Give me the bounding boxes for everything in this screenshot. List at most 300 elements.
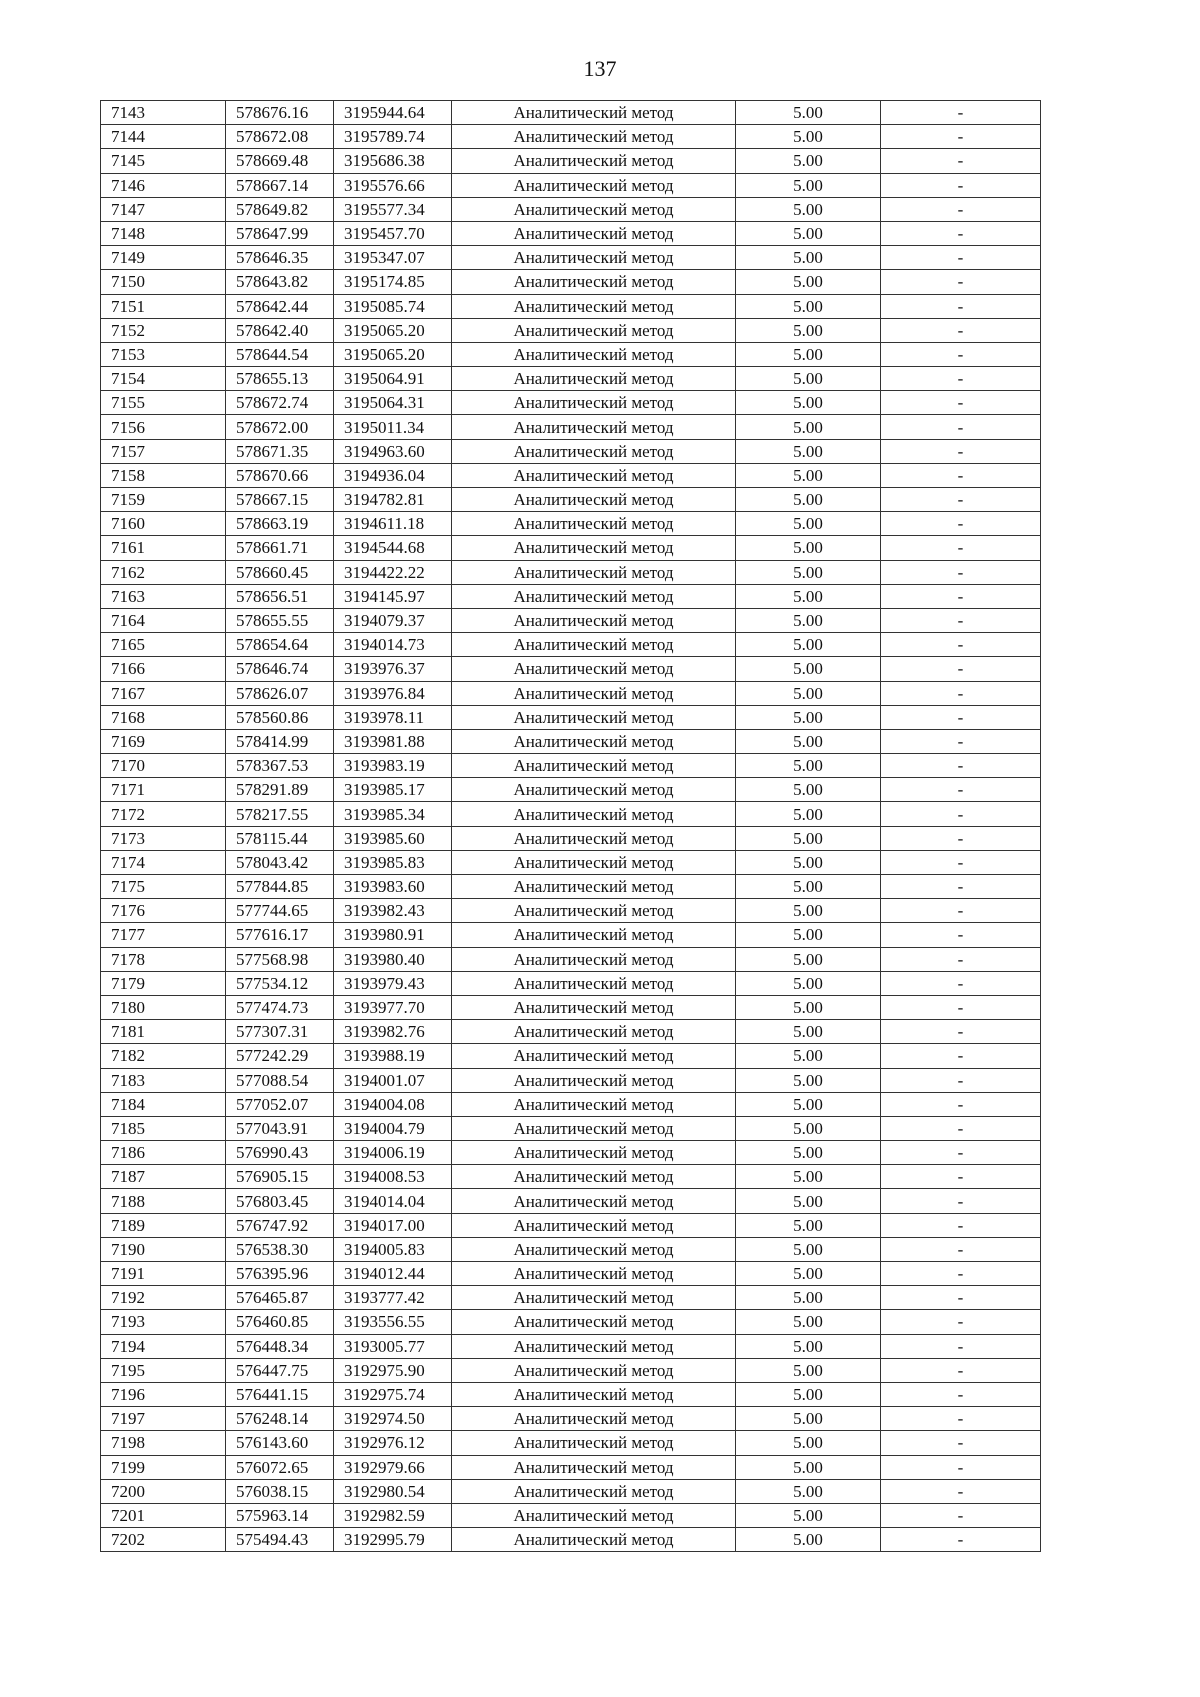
page-number: 137 bbox=[583, 56, 617, 81]
y-coordinate-cell: 3193556.55 bbox=[334, 1310, 452, 1334]
table-row bbox=[101, 1407, 1041, 1431]
error-cell: 5.00 bbox=[736, 1237, 881, 1261]
error-cell: 5.00 bbox=[736, 246, 881, 270]
note-cell: - bbox=[881, 1116, 1041, 1140]
error-cell: 5.00 bbox=[736, 294, 881, 318]
method-cell: Аналитический метод bbox=[452, 947, 736, 971]
y-coordinate-cell: 3194963.60 bbox=[334, 439, 452, 463]
table-row bbox=[101, 1286, 1041, 1310]
table-row bbox=[101, 923, 1041, 947]
y-coordinate-cell: 3194782.81 bbox=[334, 488, 452, 512]
y-coordinate-cell: 3193978.11 bbox=[334, 705, 452, 729]
error-cell: 5.00 bbox=[736, 318, 881, 342]
error-cell: 5.00 bbox=[736, 1286, 881, 1310]
y-coordinate-cell: 3193983.60 bbox=[334, 875, 452, 899]
note-cell: - bbox=[881, 101, 1041, 125]
y-coordinate-cell: 3195065.20 bbox=[334, 318, 452, 342]
point-number-cell: 7152 bbox=[101, 318, 226, 342]
point-number-cell: 7185 bbox=[101, 1116, 226, 1140]
x-coordinate-cell: 576905.15 bbox=[226, 1165, 334, 1189]
x-coordinate-cell: 577474.73 bbox=[226, 995, 334, 1019]
error-cell: 5.00 bbox=[736, 512, 881, 536]
error-cell: 5.00 bbox=[736, 899, 881, 923]
note-cell: - bbox=[881, 971, 1041, 995]
table-row bbox=[101, 342, 1041, 366]
x-coordinate-cell: 575963.14 bbox=[226, 1503, 334, 1527]
point-number-cell: 7170 bbox=[101, 754, 226, 778]
y-coordinate-cell: 3195347.07 bbox=[334, 246, 452, 270]
y-coordinate-cell: 3193982.43 bbox=[334, 899, 452, 923]
x-coordinate-cell: 578115.44 bbox=[226, 826, 334, 850]
y-coordinate-cell: 3192982.59 bbox=[334, 1503, 452, 1527]
y-coordinate-cell: 3193988.19 bbox=[334, 1044, 452, 1068]
error-cell: 5.00 bbox=[736, 1116, 881, 1140]
method-cell: Аналитический метод bbox=[452, 584, 736, 608]
table-row bbox=[101, 1334, 1041, 1358]
x-coordinate-cell: 578217.55 bbox=[226, 802, 334, 826]
error-cell: 5.00 bbox=[736, 173, 881, 197]
note-cell: - bbox=[881, 1044, 1041, 1068]
method-cell: Аналитический метод bbox=[452, 1407, 736, 1431]
y-coordinate-cell: 3194422.22 bbox=[334, 560, 452, 584]
note-cell: - bbox=[881, 149, 1041, 173]
note-cell: - bbox=[881, 1455, 1041, 1479]
x-coordinate-cell: 577744.65 bbox=[226, 899, 334, 923]
method-cell: Аналитический метод bbox=[452, 1116, 736, 1140]
note-cell: - bbox=[881, 705, 1041, 729]
note-cell: - bbox=[881, 995, 1041, 1019]
point-number-cell: 7188 bbox=[101, 1189, 226, 1213]
x-coordinate-cell: 577307.31 bbox=[226, 1020, 334, 1044]
table-row bbox=[101, 270, 1041, 294]
error-cell: 5.00 bbox=[736, 681, 881, 705]
point-number-cell: 7175 bbox=[101, 875, 226, 899]
y-coordinate-cell: 3193777.42 bbox=[334, 1286, 452, 1310]
note-cell: - bbox=[881, 899, 1041, 923]
y-coordinate-cell: 3193985.17 bbox=[334, 778, 452, 802]
method-cell: Аналитический метод bbox=[452, 342, 736, 366]
note-cell: - bbox=[881, 463, 1041, 487]
note-cell: - bbox=[881, 1286, 1041, 1310]
method-cell: Аналитический метод bbox=[452, 681, 736, 705]
table-row bbox=[101, 1310, 1041, 1334]
x-coordinate-cell: 578667.15 bbox=[226, 488, 334, 512]
y-coordinate-cell: 3195577.34 bbox=[334, 197, 452, 221]
table-row bbox=[101, 125, 1041, 149]
table-row bbox=[101, 1528, 1041, 1552]
method-cell: Аналитический метод bbox=[452, 705, 736, 729]
x-coordinate-cell: 578367.53 bbox=[226, 754, 334, 778]
error-cell: 5.00 bbox=[736, 1431, 881, 1455]
x-coordinate-cell: 576448.34 bbox=[226, 1334, 334, 1358]
error-cell: 5.00 bbox=[736, 802, 881, 826]
table-row bbox=[101, 463, 1041, 487]
note-cell: - bbox=[881, 1479, 1041, 1503]
method-cell: Аналитический метод bbox=[452, 560, 736, 584]
note-cell: - bbox=[881, 633, 1041, 657]
x-coordinate-cell: 578644.54 bbox=[226, 342, 334, 366]
x-coordinate-cell: 578043.42 bbox=[226, 850, 334, 874]
method-cell: Аналитический метод bbox=[452, 923, 736, 947]
point-number-cell: 7156 bbox=[101, 415, 226, 439]
error-cell: 5.00 bbox=[736, 584, 881, 608]
point-number-cell: 7164 bbox=[101, 608, 226, 632]
note-cell: - bbox=[881, 1165, 1041, 1189]
point-number-cell: 7149 bbox=[101, 246, 226, 270]
point-number-cell: 7193 bbox=[101, 1310, 226, 1334]
x-coordinate-cell: 577534.12 bbox=[226, 971, 334, 995]
table-row bbox=[101, 173, 1041, 197]
y-coordinate-cell: 3193985.60 bbox=[334, 826, 452, 850]
x-coordinate-cell: 576395.96 bbox=[226, 1262, 334, 1286]
table-row bbox=[101, 197, 1041, 221]
note-cell: - bbox=[881, 488, 1041, 512]
y-coordinate-cell: 3195011.34 bbox=[334, 415, 452, 439]
note-cell: - bbox=[881, 826, 1041, 850]
method-cell: Аналитический метод bbox=[452, 391, 736, 415]
method-cell: Аналитический метод bbox=[452, 1310, 736, 1334]
point-number-cell: 7199 bbox=[101, 1455, 226, 1479]
x-coordinate-cell: 578671.35 bbox=[226, 439, 334, 463]
table-row bbox=[101, 1262, 1041, 1286]
y-coordinate-cell: 3194611.18 bbox=[334, 512, 452, 536]
point-number-cell: 7167 bbox=[101, 681, 226, 705]
error-cell: 5.00 bbox=[736, 729, 881, 753]
table-row bbox=[101, 947, 1041, 971]
table-row bbox=[101, 1237, 1041, 1261]
point-number-cell: 7169 bbox=[101, 729, 226, 753]
error-cell: 5.00 bbox=[736, 1479, 881, 1503]
x-coordinate-cell: 578646.35 bbox=[226, 246, 334, 270]
error-cell: 5.00 bbox=[736, 1334, 881, 1358]
table-row bbox=[101, 415, 1041, 439]
error-cell: 5.00 bbox=[736, 850, 881, 874]
method-cell: Аналитический метод bbox=[452, 1431, 736, 1455]
point-number-cell: 7155 bbox=[101, 391, 226, 415]
error-cell: 5.00 bbox=[736, 947, 881, 971]
table-row bbox=[101, 488, 1041, 512]
error-cell: 5.00 bbox=[736, 705, 881, 729]
error-cell: 5.00 bbox=[736, 875, 881, 899]
x-coordinate-cell: 578672.00 bbox=[226, 415, 334, 439]
method-cell: Аналитический метод bbox=[452, 1213, 736, 1237]
y-coordinate-cell: 3194079.37 bbox=[334, 608, 452, 632]
y-coordinate-cell: 3194001.07 bbox=[334, 1068, 452, 1092]
table-row bbox=[101, 439, 1041, 463]
table-row bbox=[101, 1455, 1041, 1479]
method-cell: Аналитический метод bbox=[452, 149, 736, 173]
method-cell: Аналитический метод bbox=[452, 850, 736, 874]
y-coordinate-cell: 3192980.54 bbox=[334, 1479, 452, 1503]
method-cell: Аналитический метод bbox=[452, 512, 736, 536]
x-coordinate-cell: 577052.07 bbox=[226, 1092, 334, 1116]
x-coordinate-cell: 576465.87 bbox=[226, 1286, 334, 1310]
note-cell: - bbox=[881, 681, 1041, 705]
error-cell: 5.00 bbox=[736, 826, 881, 850]
table-row bbox=[101, 1116, 1041, 1140]
point-number-cell: 7202 bbox=[101, 1528, 226, 1552]
point-number-cell: 7192 bbox=[101, 1286, 226, 1310]
table-row bbox=[101, 1189, 1041, 1213]
point-number-cell: 7198 bbox=[101, 1431, 226, 1455]
x-coordinate-cell: 578649.82 bbox=[226, 197, 334, 221]
method-cell: Аналитический метод bbox=[452, 1092, 736, 1116]
method-cell: Аналитический метод bbox=[452, 221, 736, 245]
error-cell: 5.00 bbox=[736, 1068, 881, 1092]
note-cell: - bbox=[881, 1503, 1041, 1527]
error-cell: 5.00 bbox=[736, 1407, 881, 1431]
x-coordinate-cell: 578672.74 bbox=[226, 391, 334, 415]
method-cell: Аналитический метод bbox=[452, 1044, 736, 1068]
point-number-cell: 7180 bbox=[101, 995, 226, 1019]
error-cell: 5.00 bbox=[736, 149, 881, 173]
error-cell: 5.00 bbox=[736, 971, 881, 995]
x-coordinate-cell: 575494.43 bbox=[226, 1528, 334, 1552]
table-row bbox=[101, 1068, 1041, 1092]
error-cell: 5.00 bbox=[736, 1044, 881, 1068]
point-number-cell: 7177 bbox=[101, 923, 226, 947]
method-cell: Аналитический метод bbox=[452, 125, 736, 149]
y-coordinate-cell: 3193981.88 bbox=[334, 729, 452, 753]
y-coordinate-cell: 3194004.08 bbox=[334, 1092, 452, 1116]
point-number-cell: 7191 bbox=[101, 1262, 226, 1286]
point-number-cell: 7145 bbox=[101, 149, 226, 173]
table-row bbox=[101, 1431, 1041, 1455]
y-coordinate-cell: 3192979.66 bbox=[334, 1455, 452, 1479]
error-cell: 5.00 bbox=[736, 657, 881, 681]
table-row bbox=[101, 729, 1041, 753]
point-number-cell: 7163 bbox=[101, 584, 226, 608]
y-coordinate-cell: 3194004.79 bbox=[334, 1116, 452, 1140]
note-cell: - bbox=[881, 729, 1041, 753]
method-cell: Аналитический метод bbox=[452, 633, 736, 657]
table-row bbox=[101, 875, 1041, 899]
y-coordinate-cell: 3194008.53 bbox=[334, 1165, 452, 1189]
method-cell: Аналитический метод bbox=[452, 802, 736, 826]
error-cell: 5.00 bbox=[736, 1358, 881, 1382]
point-number-cell: 7184 bbox=[101, 1092, 226, 1116]
note-cell: - bbox=[881, 391, 1041, 415]
point-number-cell: 7144 bbox=[101, 125, 226, 149]
error-cell: 5.00 bbox=[736, 488, 881, 512]
note-cell: - bbox=[881, 1431, 1041, 1455]
point-number-cell: 7153 bbox=[101, 342, 226, 366]
y-coordinate-cell: 3194014.04 bbox=[334, 1189, 452, 1213]
table-row bbox=[101, 1092, 1041, 1116]
y-coordinate-cell: 3193985.83 bbox=[334, 850, 452, 874]
table-row bbox=[101, 367, 1041, 391]
method-cell: Аналитический метод bbox=[452, 1455, 736, 1479]
x-coordinate-cell: 578626.07 bbox=[226, 681, 334, 705]
error-cell: 5.00 bbox=[736, 995, 881, 1019]
error-cell: 5.00 bbox=[736, 778, 881, 802]
x-coordinate-cell: 578672.08 bbox=[226, 125, 334, 149]
error-cell: 5.00 bbox=[736, 415, 881, 439]
y-coordinate-cell: 3192974.50 bbox=[334, 1407, 452, 1431]
error-cell: 5.00 bbox=[736, 342, 881, 366]
point-number-cell: 7173 bbox=[101, 826, 226, 850]
table-row bbox=[101, 850, 1041, 874]
x-coordinate-cell: 576072.65 bbox=[226, 1455, 334, 1479]
y-coordinate-cell: 3195944.64 bbox=[334, 101, 452, 125]
method-cell: Аналитический метод bbox=[452, 899, 736, 923]
method-cell: Аналитический метод bbox=[452, 995, 736, 1019]
point-number-cell: 7181 bbox=[101, 1020, 226, 1044]
y-coordinate-cell: 3194014.73 bbox=[334, 633, 452, 657]
x-coordinate-cell: 578670.66 bbox=[226, 463, 334, 487]
error-cell: 5.00 bbox=[736, 367, 881, 391]
note-cell: - bbox=[881, 1068, 1041, 1092]
error-cell: 5.00 bbox=[736, 633, 881, 657]
y-coordinate-cell: 3194544.68 bbox=[334, 536, 452, 560]
error-cell: 5.00 bbox=[736, 1503, 881, 1527]
method-cell: Аналитический метод bbox=[452, 1479, 736, 1503]
method-cell: Аналитический метод bbox=[452, 1068, 736, 1092]
error-cell: 5.00 bbox=[736, 608, 881, 632]
error-cell: 5.00 bbox=[736, 754, 881, 778]
point-number-cell: 7171 bbox=[101, 778, 226, 802]
table-row bbox=[101, 633, 1041, 657]
error-cell: 5.00 bbox=[736, 1528, 881, 1552]
point-number-cell: 7148 bbox=[101, 221, 226, 245]
note-cell: - bbox=[881, 294, 1041, 318]
note-cell: - bbox=[881, 802, 1041, 826]
method-cell: Аналитический метод bbox=[452, 1286, 736, 1310]
note-cell: - bbox=[881, 1141, 1041, 1165]
x-coordinate-cell: 578655.55 bbox=[226, 608, 334, 632]
table-row bbox=[101, 1358, 1041, 1382]
method-cell: Аналитический метод bbox=[452, 197, 736, 221]
error-cell: 5.00 bbox=[736, 439, 881, 463]
coordinates-table bbox=[100, 100, 1041, 1552]
table-row bbox=[101, 705, 1041, 729]
error-cell: 5.00 bbox=[736, 536, 881, 560]
y-coordinate-cell: 3194012.44 bbox=[334, 1262, 452, 1286]
table-row bbox=[101, 294, 1041, 318]
method-cell: Аналитический метод bbox=[452, 754, 736, 778]
x-coordinate-cell: 578655.13 bbox=[226, 367, 334, 391]
note-cell: - bbox=[881, 221, 1041, 245]
method-cell: Аналитический метод bbox=[452, 971, 736, 995]
x-coordinate-cell: 578667.14 bbox=[226, 173, 334, 197]
point-number-cell: 7160 bbox=[101, 512, 226, 536]
table-row bbox=[101, 802, 1041, 826]
x-coordinate-cell: 578647.99 bbox=[226, 221, 334, 245]
method-cell: Аналитический метод bbox=[452, 270, 736, 294]
table-row bbox=[101, 899, 1041, 923]
table-row bbox=[101, 826, 1041, 850]
error-cell: 5.00 bbox=[736, 560, 881, 584]
error-cell: 5.00 bbox=[736, 1310, 881, 1334]
point-number-cell: 7151 bbox=[101, 294, 226, 318]
note-cell: - bbox=[881, 1189, 1041, 1213]
table-row bbox=[101, 608, 1041, 632]
method-cell: Аналитический метод bbox=[452, 1165, 736, 1189]
x-coordinate-cell: 576441.15 bbox=[226, 1382, 334, 1406]
y-coordinate-cell: 3193005.77 bbox=[334, 1334, 452, 1358]
method-cell: Аналитический метод bbox=[452, 318, 736, 342]
note-cell: - bbox=[881, 125, 1041, 149]
x-coordinate-cell: 577568.98 bbox=[226, 947, 334, 971]
x-coordinate-cell: 577088.54 bbox=[226, 1068, 334, 1092]
point-number-cell: 7159 bbox=[101, 488, 226, 512]
point-number-cell: 7194 bbox=[101, 1334, 226, 1358]
point-number-cell: 7147 bbox=[101, 197, 226, 221]
method-cell: Аналитический метод bbox=[452, 367, 736, 391]
x-coordinate-cell: 576747.92 bbox=[226, 1213, 334, 1237]
note-cell: - bbox=[881, 1020, 1041, 1044]
note-cell: - bbox=[881, 318, 1041, 342]
note-cell: - bbox=[881, 536, 1041, 560]
y-coordinate-cell: 3193979.43 bbox=[334, 971, 452, 995]
y-coordinate-cell: 3195789.74 bbox=[334, 125, 452, 149]
x-coordinate-cell: 576038.15 bbox=[226, 1479, 334, 1503]
point-number-cell: 7197 bbox=[101, 1407, 226, 1431]
note-cell: - bbox=[881, 1262, 1041, 1286]
y-coordinate-cell: 3193985.34 bbox=[334, 802, 452, 826]
y-coordinate-cell: 3192976.12 bbox=[334, 1431, 452, 1455]
method-cell: Аналитический метод bbox=[452, 439, 736, 463]
x-coordinate-cell: 577844.85 bbox=[226, 875, 334, 899]
method-cell: Аналитический метод bbox=[452, 415, 736, 439]
error-cell: 5.00 bbox=[736, 1189, 881, 1213]
note-cell: - bbox=[881, 270, 1041, 294]
x-coordinate-cell: 576143.60 bbox=[226, 1431, 334, 1455]
y-coordinate-cell: 3195174.85 bbox=[334, 270, 452, 294]
note-cell: - bbox=[881, 173, 1041, 197]
point-number-cell: 7200 bbox=[101, 1479, 226, 1503]
y-coordinate-cell: 3193976.84 bbox=[334, 681, 452, 705]
y-coordinate-cell: 3195457.70 bbox=[334, 221, 452, 245]
y-coordinate-cell: 3193977.70 bbox=[334, 995, 452, 1019]
note-cell: - bbox=[881, 1358, 1041, 1382]
table-row bbox=[101, 149, 1041, 173]
table-row bbox=[101, 536, 1041, 560]
method-cell: Аналитический метод bbox=[452, 294, 736, 318]
point-number-cell: 7158 bbox=[101, 463, 226, 487]
note-cell: - bbox=[881, 657, 1041, 681]
note-cell: - bbox=[881, 947, 1041, 971]
note-cell: - bbox=[881, 1310, 1041, 1334]
point-number-cell: 7162 bbox=[101, 560, 226, 584]
error-cell: 5.00 bbox=[736, 1020, 881, 1044]
y-coordinate-cell: 3194936.04 bbox=[334, 463, 452, 487]
method-cell: Аналитический метод bbox=[452, 1262, 736, 1286]
note-cell: - bbox=[881, 1528, 1041, 1552]
table-row bbox=[101, 512, 1041, 536]
point-number-cell: 7154 bbox=[101, 367, 226, 391]
x-coordinate-cell: 578656.51 bbox=[226, 584, 334, 608]
point-number-cell: 7189 bbox=[101, 1213, 226, 1237]
table-row bbox=[101, 1165, 1041, 1189]
method-cell: Аналитический метод bbox=[452, 778, 736, 802]
x-coordinate-cell: 578642.44 bbox=[226, 294, 334, 318]
coordinates-table-body bbox=[101, 101, 1041, 1552]
note-cell: - bbox=[881, 367, 1041, 391]
x-coordinate-cell: 578660.45 bbox=[226, 560, 334, 584]
note-cell: - bbox=[881, 754, 1041, 778]
note-cell: - bbox=[881, 342, 1041, 366]
table-row bbox=[101, 1213, 1041, 1237]
error-cell: 5.00 bbox=[736, 923, 881, 947]
x-coordinate-cell: 576248.14 bbox=[226, 1407, 334, 1431]
x-coordinate-cell: 578414.99 bbox=[226, 729, 334, 753]
point-number-cell: 7196 bbox=[101, 1382, 226, 1406]
table-row bbox=[101, 1141, 1041, 1165]
x-coordinate-cell: 578663.19 bbox=[226, 512, 334, 536]
point-number-cell: 7168 bbox=[101, 705, 226, 729]
point-number-cell: 7187 bbox=[101, 1165, 226, 1189]
